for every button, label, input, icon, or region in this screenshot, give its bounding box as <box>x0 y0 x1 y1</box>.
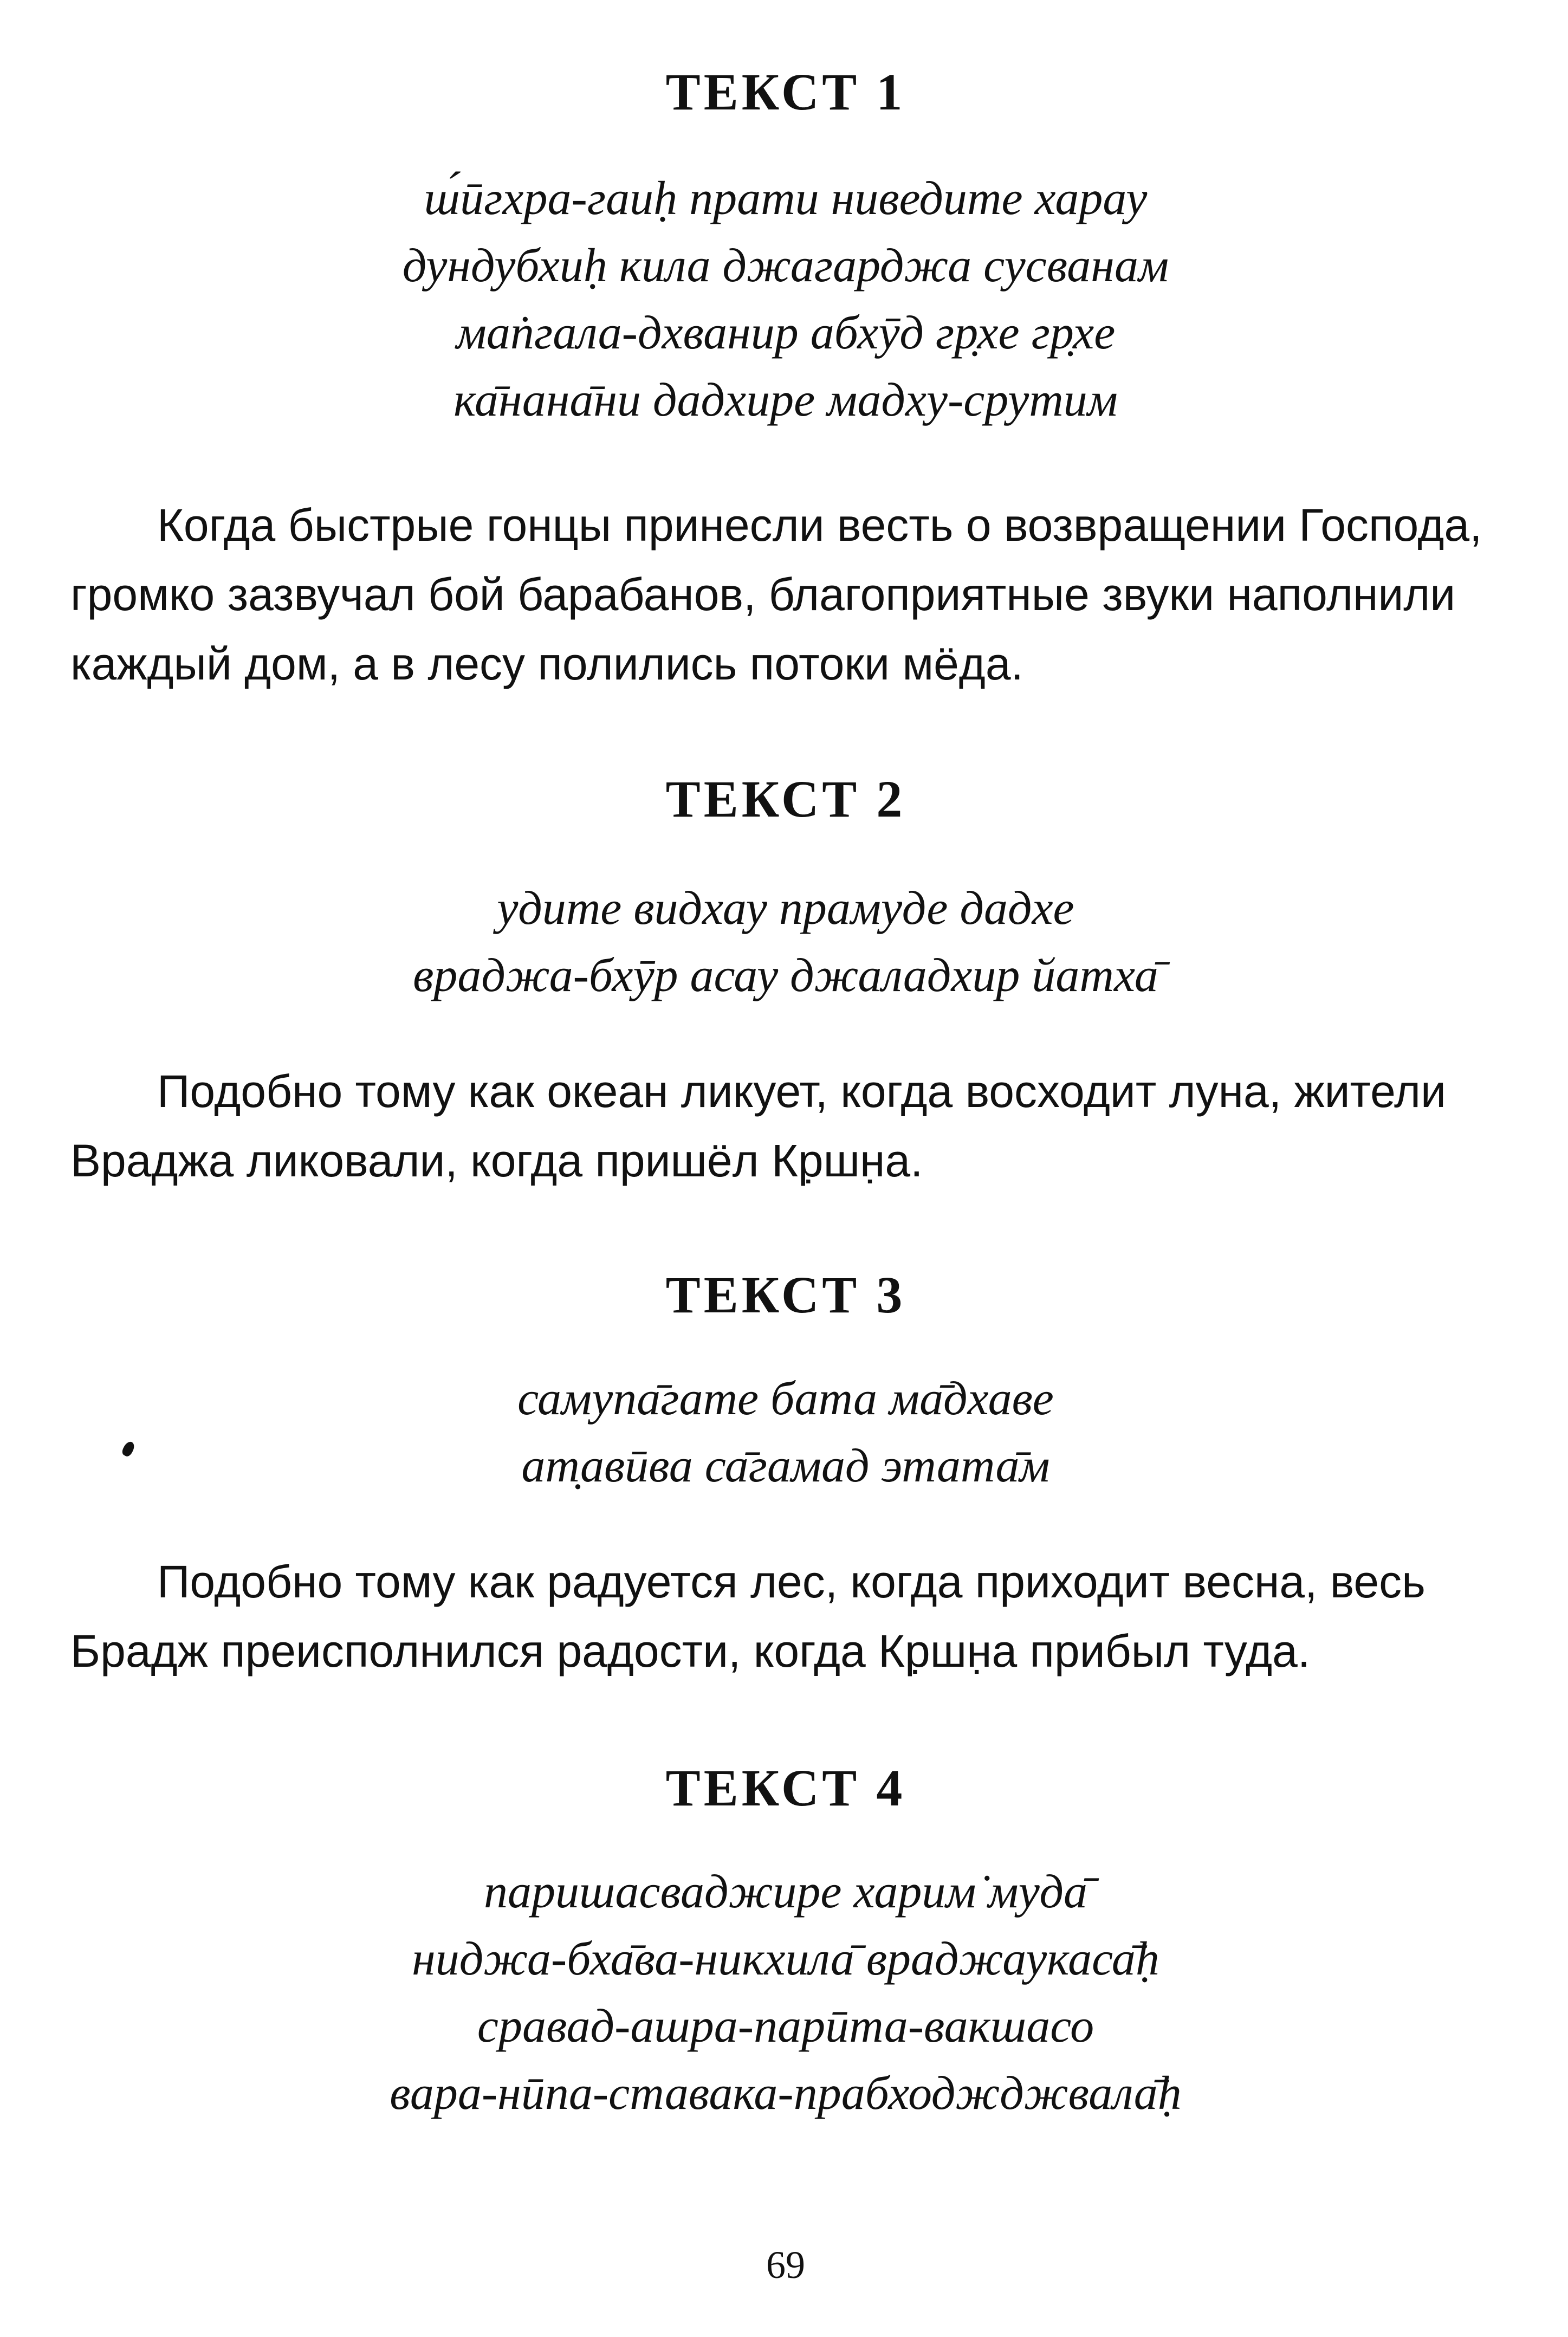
verse-block-2 <box>70 875 1501 1009</box>
section-heading-2: ТЕКСТ 2 <box>665 770 906 828</box>
verse-block-1 <box>70 165 1501 434</box>
verse-line: дундубхиḥ кила джагарджа сусванам <box>402 239 1169 292</box>
section-heading-4: ТЕКСТ 4 <box>665 1759 906 1817</box>
verse-line: сравад-ашра-парӣта-вакшасо <box>477 2000 1094 2053</box>
translation-2 <box>70 1057 1501 1195</box>
verse-line: паришасваджире харим̇ муда̄ <box>483 1866 1088 1918</box>
translation-line: Когда быстрые гонцы принесли весть о возвращении Господа, <box>157 500 1482 551</box>
translation-line: громко зазвучал бой барабанов, благоприятные звуки наполнили <box>70 569 1456 620</box>
verse-line: маṅгала-дхванир абхӯд гр̣хе гр̣хе <box>456 307 1116 359</box>
translation-1 <box>70 490 1501 698</box>
verse-line: враджа-бхӯр асау джаладхир йатха̄ <box>413 949 1158 1002</box>
section-heading-1: ТЕКСТ 1 <box>665 63 906 121</box>
verse-line: ат̣авӣва са̄гамад этата̄м <box>521 1440 1050 1492</box>
verse-line: самупа̄гате бата ма̄дхаве <box>517 1373 1054 1425</box>
verse-line: ниджа-бха̄ва-никхила̄ враджаукаса̄ḥ <box>412 1933 1159 1985</box>
verse-line: удите видхау прамуде дадхе <box>497 882 1074 935</box>
verse-line: ка̄нана̄ни дадхире мадху-срутим <box>453 374 1118 426</box>
page-number: 69 <box>766 2243 805 2287</box>
translation-line: Подобно тому как океан ликует, когда восходит луна, жители <box>157 1066 1446 1117</box>
verse-block-4 <box>70 1859 1501 2127</box>
verse-line: вара-нӣпа-ставака-прабходжджвала̄ḥ <box>390 2067 1182 2120</box>
verse-line: ш́ӣгхра-гаиḥ прати ниведите харау <box>424 172 1148 225</box>
verse-block-3 <box>70 1365 1501 1500</box>
section-heading-3: ТЕКСТ 3 <box>665 1266 906 1324</box>
translation-line: Брадж преисполнился радости, когда Кр̣шн̣а прибыл туда. <box>70 1626 1311 1676</box>
translation-line: Враджа ликовали, когда пришёл Кр̣шн̣а. <box>70 1135 923 1186</box>
translation-line: каждый дом, а в лесу полились потоки мёда. <box>70 638 1023 689</box>
translation-3 <box>70 1547 1501 1686</box>
translation-line: Подобно тому как радуется лес, когда приходит весна, весь <box>157 1556 1426 1607</box>
book-page <box>70 0 1501 2337</box>
